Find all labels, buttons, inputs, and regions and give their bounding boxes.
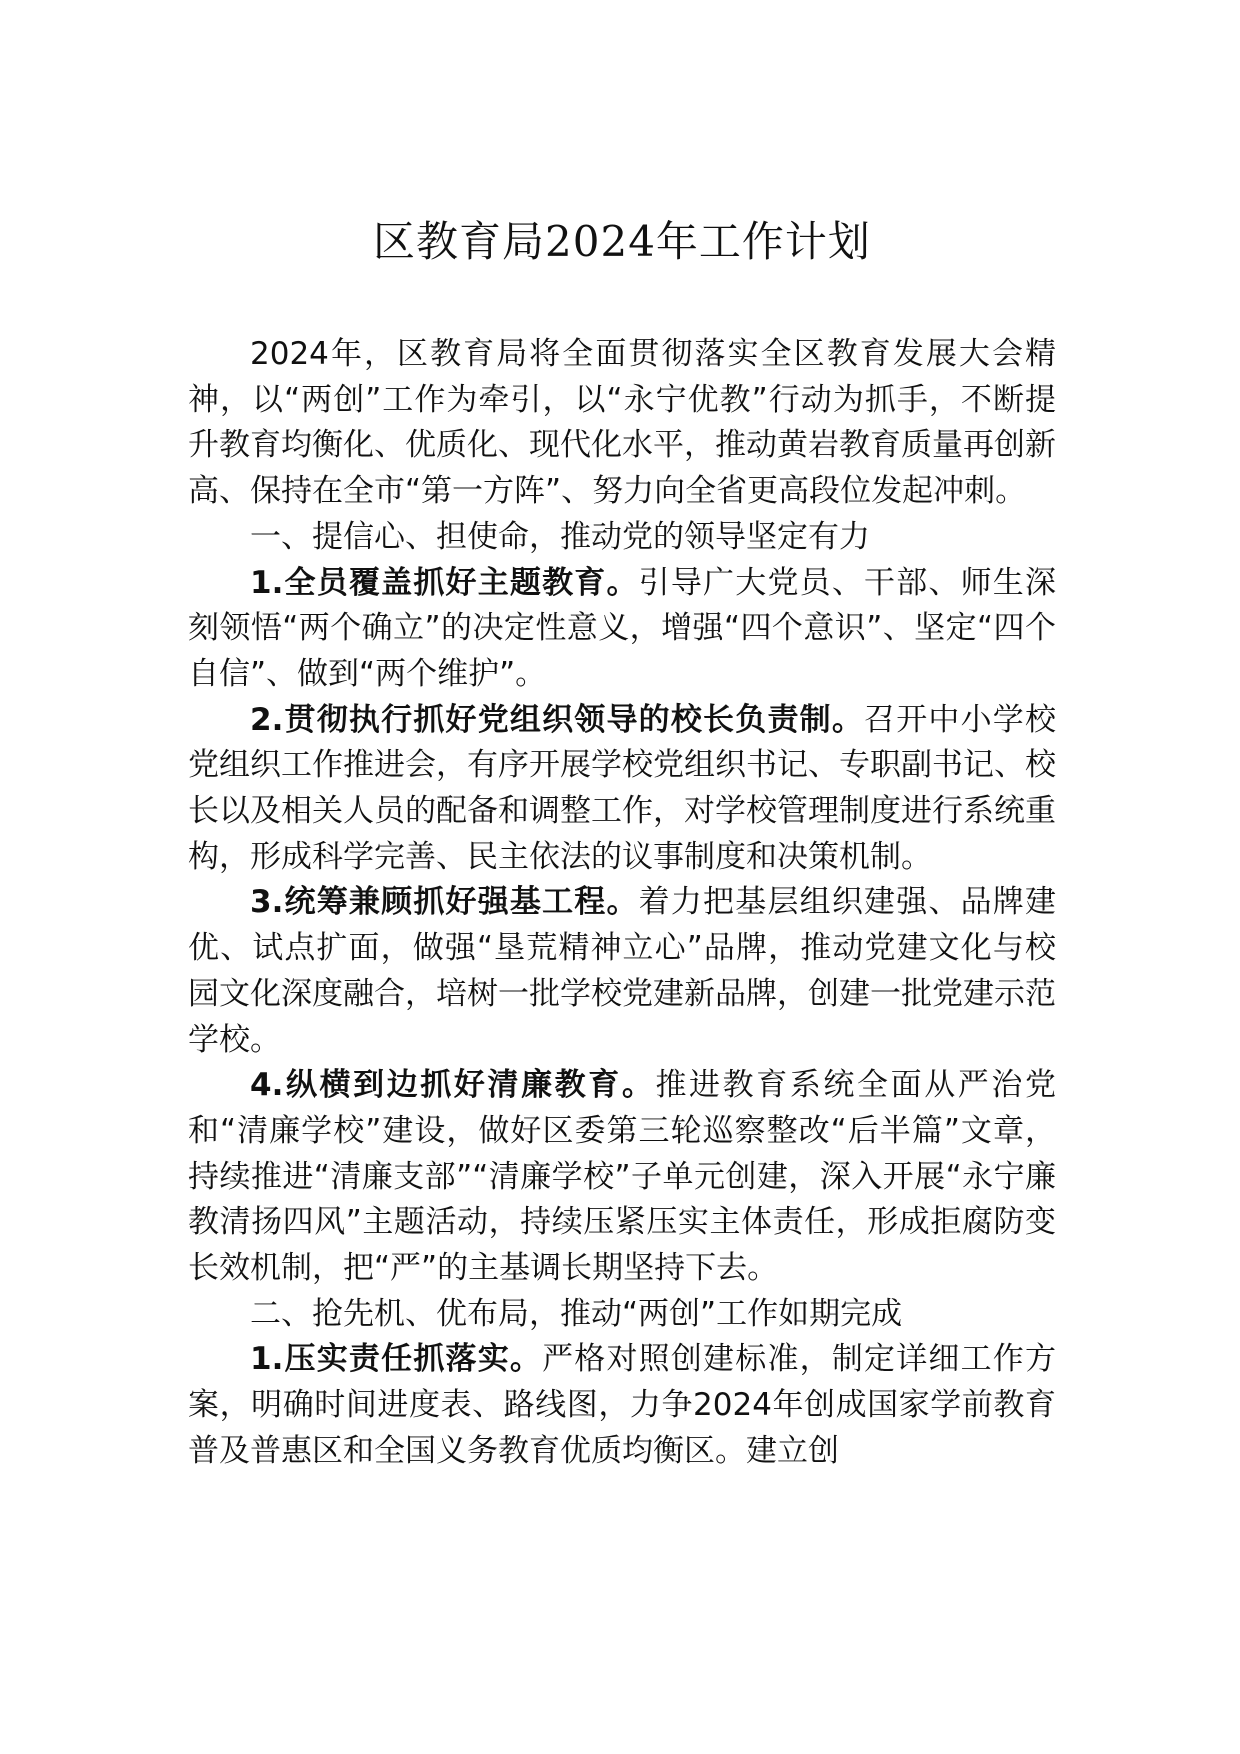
paragraph-text: 2024年，区教育局将全面贯彻落实全区教育发展大会精神，以“两创”工作为牵引，以“永宁优教”行动为抓手，不断提升教育均衡化、优质化、现代化水平，推动黄岩教育质量再创新高、保持在全市“第一方阵”、努力向全省更高段位发起冲刺。 [188,336,1056,510]
item-lead: 3.统筹兼顾抓好强基工程。 [250,884,639,921]
item-lead: 1.压实责任抓落实。 [250,1341,543,1378]
item-paragraph-1-1 [188,561,1056,698]
item-lead: 2.贯彻执行抓好党组织领导的校长负责制。 [250,701,865,738]
item-text: 召开中小学校党组织工作推进会，有序开展学校党组织书记、专职副书记、校长以及相关人员的配备和调整工作，对学校管理制度进行系统重构，形成科学完善、民主依法的议事制度和决策机制。 [188,701,1056,875]
item-paragraph-1-4 [188,1063,1056,1292]
item-lead: 4.纵横到边抓好清廉教育。 [250,1067,656,1104]
heading-text: 二、抢先机、优布局，推动“两创”工作如期完成 [250,1295,903,1332]
item-paragraph-1-2 [188,698,1056,881]
section-heading-1 [188,515,1056,561]
item-text: 着力把基层组织建强、品牌建优、试点扩面，做强“垦荒精神立心”品牌，推动党建文化与校园文化深度融合，培树一批学校党建新品牌，创建一批党建示范学校。 [188,884,1056,1058]
document-body [188,332,1056,1475]
item-lead: 1.全员覆盖抓好主题教育。 [250,564,639,601]
item-text: 严格对照创建标准，制定详细工作方案，明确时间进度表、路线图，力争2024年创成国家学前教育普及普惠区和全国义务教育优质均衡区。建立创 [188,1341,1056,1469]
heading-text: 一、提信心、担使命，推动党的领导坚定有力 [250,518,870,555]
item-paragraph-1-3 [188,880,1056,1063]
item-text: 推进教育系统全面从严治党和“清廉学校”建设，做好区委第三轮巡察整改“后半篇”文章，持续推进“清廉支部”“清廉学校”子单元创建，深入开展“永宁廉教清扬四风”主题活动，持续压紧压实主体责任，形成拒腐防变长效机制，把“严”的主基调长期坚持下去。 [188,1067,1056,1287]
document-title: 区教育局2024年工作计划 [373,217,871,266]
section-heading-2 [188,1292,1056,1338]
document-page [188,0,1056,1754]
item-text: 引导广大党员、干部、师生深刻领悟“两个确立”的决定性意义，增强“四个意识”、坚定“四个自信”、做到“两个维护”。 [188,564,1056,692]
intro-paragraph [188,332,1056,515]
item-paragraph-2-1 [188,1337,1056,1474]
